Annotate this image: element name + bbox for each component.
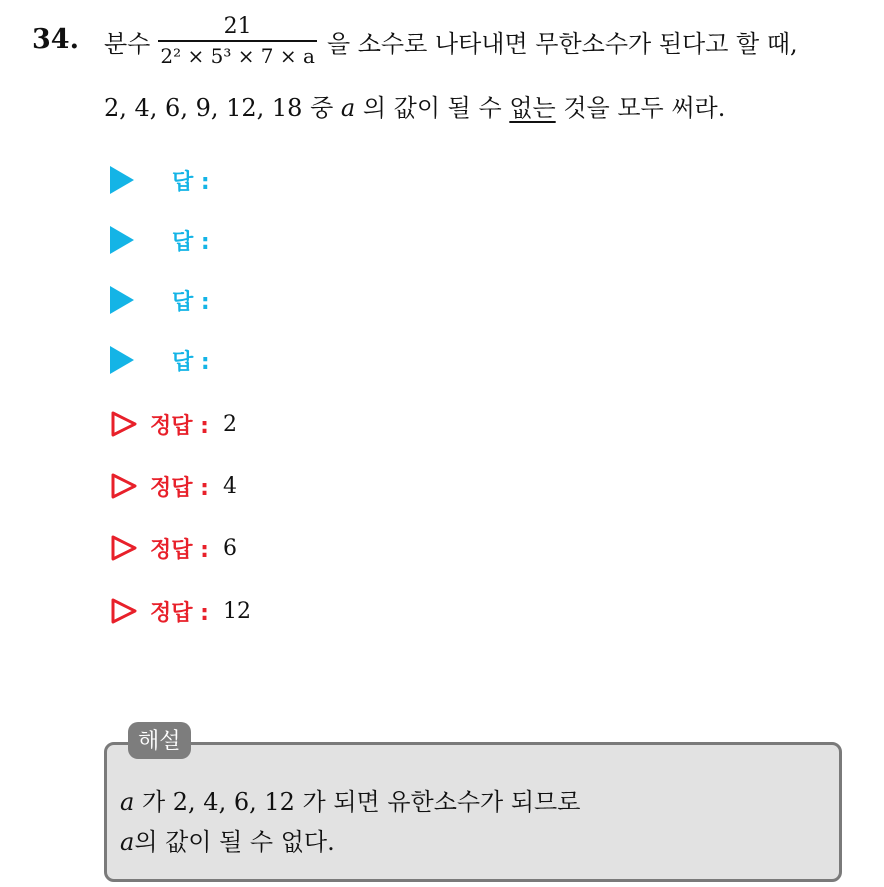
correct-value: 4 [222, 473, 237, 499]
answer-label: 답 : [172, 170, 210, 195]
correct-answer-1 [110, 406, 237, 442]
question-choices: 2, 4, 6, 9, 12, 18 중 [104, 94, 334, 122]
underlined-word: 없는 [509, 94, 556, 122]
question-suffix: 을 소수로 나타내면 무한소수가 된다고 할 때, [326, 30, 798, 59]
play-triangle-icon [110, 346, 134, 374]
answer-blank-1[interactable] [110, 162, 210, 198]
question-prefix: 분수 [104, 30, 151, 59]
fraction-denominator: 2² × 5³ × 7 × a [160, 43, 315, 68]
answer-label: 답 : [172, 350, 210, 375]
variable-a: a [340, 94, 356, 122]
question-number: 34. [32, 24, 79, 55]
explanation-line-1-text: 가 2, 4, 6, 12 가 되면 유한소수가 되므로 [141, 788, 581, 816]
fraction [158, 14, 317, 70]
explanation-line-2-text: 의 값이 될 수 없다. [134, 828, 335, 856]
outline-triangle-icon [110, 597, 138, 625]
explanation-tag: 해설 [128, 722, 191, 759]
correct-value: 12 [222, 598, 251, 624]
variable-a: a [120, 788, 135, 816]
correct-label: 정답 : [150, 537, 209, 563]
correct-label: 정답 : [150, 600, 209, 626]
correct-label: 정답 : [150, 413, 209, 439]
variable-a: a [120, 828, 135, 856]
play-triangle-icon [110, 226, 134, 254]
fraction-numerator: 21 [223, 14, 252, 39]
outline-triangle-icon [110, 410, 138, 438]
question-mid: 의 값이 될 수 [362, 94, 502, 122]
correct-answer-4 [110, 593, 251, 629]
question-end: 것을 모두 써라. [563, 94, 726, 122]
outline-triangle-icon [110, 472, 138, 500]
answer-label: 답 : [172, 290, 210, 315]
outline-triangle-icon [110, 534, 138, 562]
answer-blank-3[interactable] [110, 282, 210, 318]
answer-label: 답 : [172, 230, 210, 255]
explanation-line-1 [120, 782, 580, 822]
correct-value: 2 [222, 411, 237, 437]
correct-answer-3 [110, 530, 237, 566]
play-triangle-icon [110, 286, 134, 314]
question-line-1 [104, 14, 798, 70]
explanation-line-2 [120, 822, 580, 862]
play-triangle-icon [110, 166, 134, 194]
question-line-2 [104, 88, 725, 123]
correct-value: 6 [222, 535, 237, 561]
correct-label: 정답 : [150, 475, 209, 501]
answer-blank-2[interactable] [110, 222, 210, 258]
answer-blank-4[interactable] [110, 342, 210, 378]
explanation-text [120, 782, 580, 862]
correct-answer-2 [110, 468, 237, 504]
